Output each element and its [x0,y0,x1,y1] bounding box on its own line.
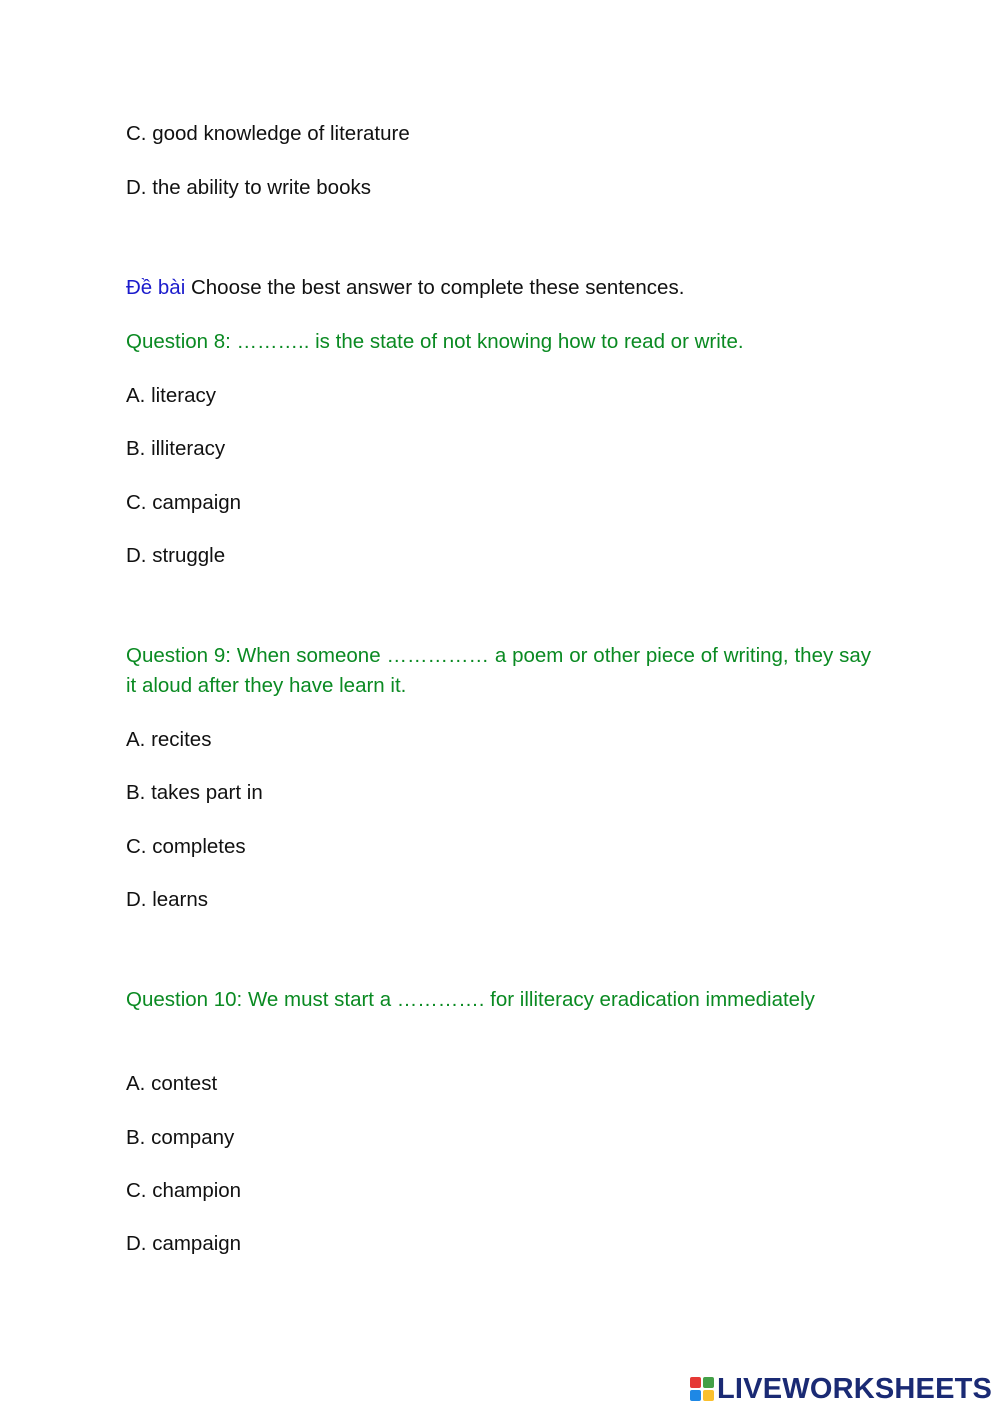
question-10-text: Question 10: We must start a …………. for illiteracy eradication immediately [126,988,815,1011]
question-8-option-a[interactable]: A. literacy [126,384,216,407]
instruction-text: Choose the best answer to complete these sentences. [185,276,685,299]
question-9-option-d[interactable]: D. learns [126,888,209,911]
question-10-option-d[interactable]: D. campaign [126,1232,242,1255]
question-9-option-c[interactable]: C. completes [126,835,246,858]
option-c-prev: C. good knowledge of literature [126,122,410,145]
question-8-option-b[interactable]: B. illiteracy [126,437,226,460]
instruction-label: Đề bài [126,276,186,299]
question-10-option-b[interactable]: B. company [126,1126,235,1149]
instruction [126,273,684,303]
question-10-option-c[interactable]: C. champion [126,1179,242,1202]
question-10-option-a[interactable]: A. contest [126,1072,218,1095]
option-d-prev: D. the ability to write books [126,176,371,199]
question-8-option-d[interactable]: D. struggle [126,544,226,567]
question-8-option-c[interactable]: C. campaign [126,491,242,514]
liveworksheets-logo-icon [690,1377,714,1401]
question-9-option-b[interactable]: B. takes part in [126,781,263,804]
liveworksheets-logo [690,1372,992,1406]
question-9-text: Question 9: When someone …………… a poem or other piece of writing, they say it aloud after they have learn it. [126,644,871,697]
question-8-text: Question 8: ……….. is the state of not knowing how to read or write. [126,330,744,353]
logo-text: LIVEWORKSHEETS [717,1372,993,1405]
question-9-option-a[interactable]: A. recites [126,728,212,751]
